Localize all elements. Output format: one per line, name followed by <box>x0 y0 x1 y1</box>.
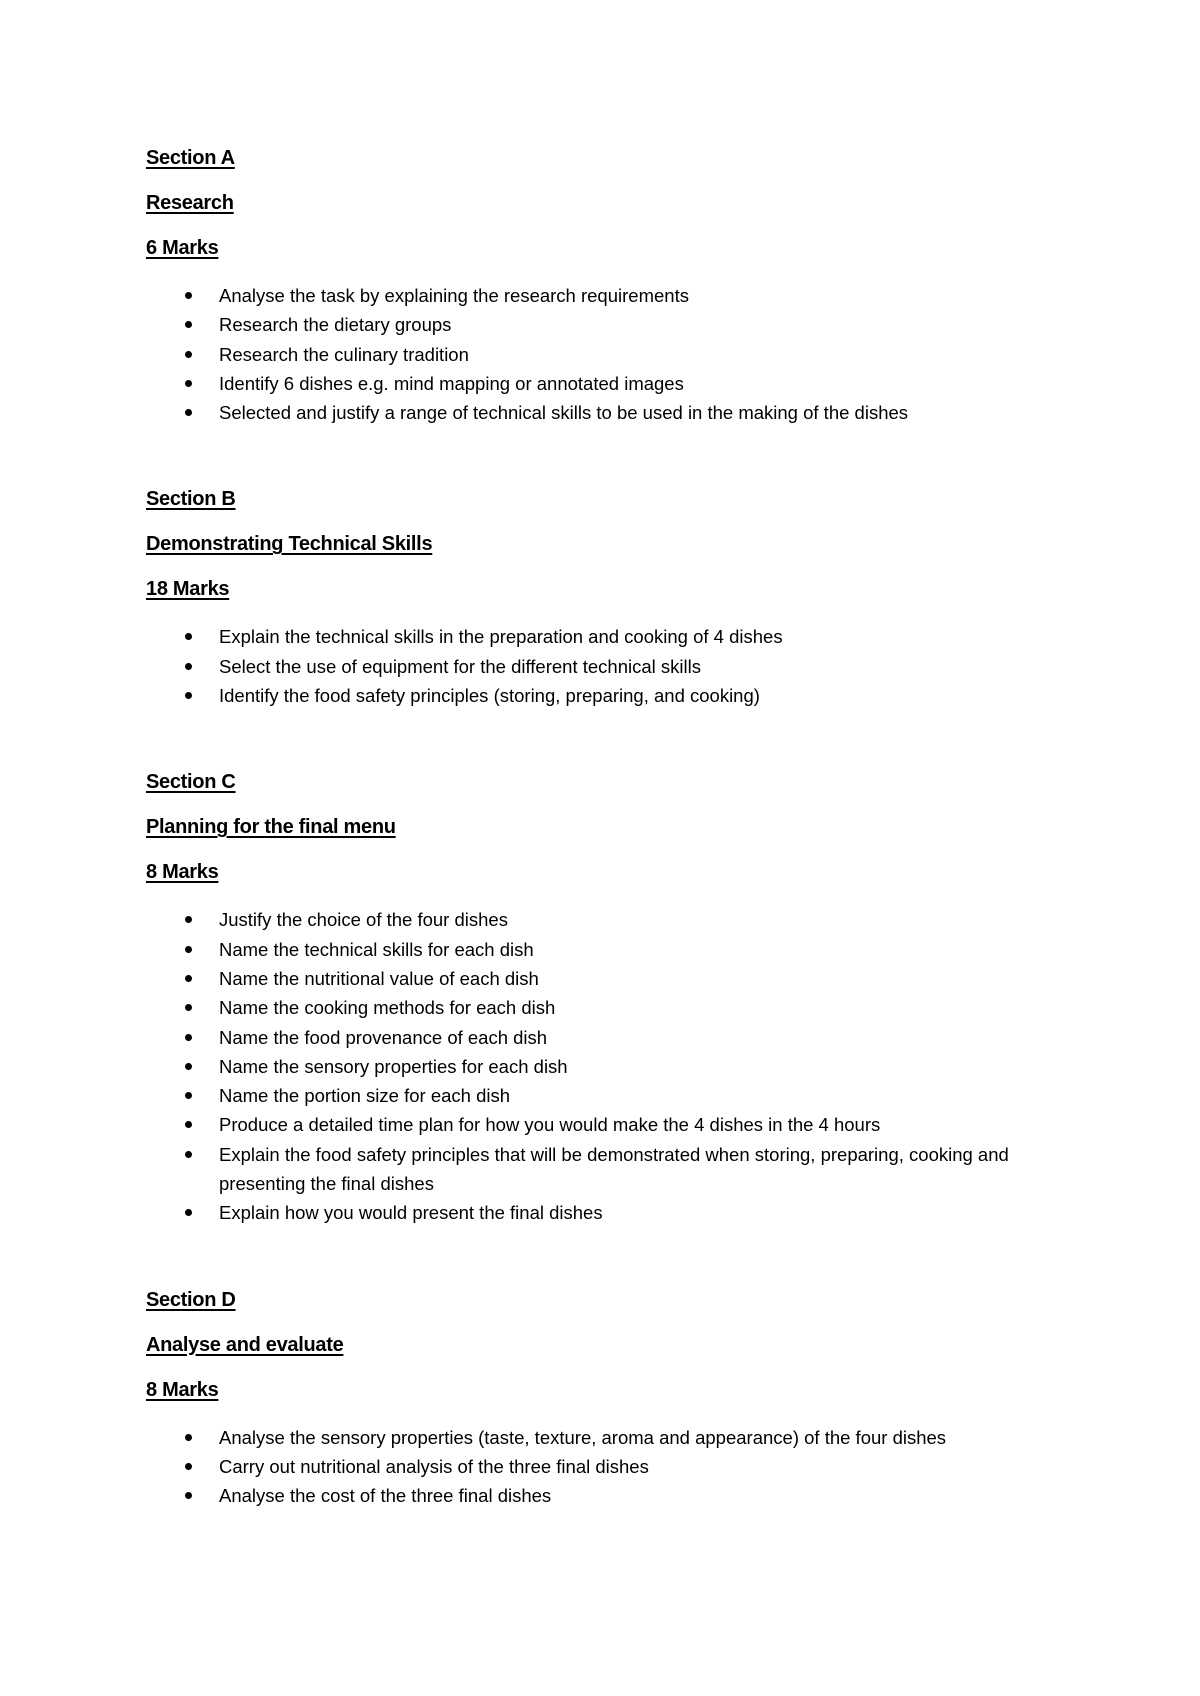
list-item <box>146 681 1039 710</box>
list-item-text: Explain the technical skills in the preparation and cooking of 4 dishes <box>219 626 783 648</box>
list-item-text: Explain the food safety principles that will be demonstrated when storing, preparing, cooking and presenting the final dishes <box>219 1143 1009 1195</box>
list-item-text: Analyse the task by explaining the research requirements <box>219 285 689 306</box>
bullet-icon <box>185 1034 192 1041</box>
section-title: Section A <box>146 147 235 169</box>
list-item <box>146 1023 1039 1052</box>
section-subtitle: Research <box>146 192 234 214</box>
list-item <box>146 622 1039 651</box>
list-item-text: Name the technical skills for each dish <box>219 938 534 960</box>
section-title: Section B <box>146 488 236 511</box>
list-item-text: Select the use of equipment for the different technical skills <box>219 655 701 677</box>
list-item <box>146 340 1039 369</box>
list-item-text: Research the dietary groups <box>219 314 452 336</box>
bullet-icon <box>185 633 192 640</box>
bullet-icon <box>185 916 192 923</box>
bullet-icon <box>185 663 192 670</box>
section-marks: 8 Marks <box>146 1378 219 1401</box>
section-a <box>146 146 1200 427</box>
list-item-text: Analyse the sensory properties (taste, texture, aroma and appearance) of the four dishes <box>219 1426 947 1448</box>
list-item-text: Produce a detailed time plan for how you would make the 4 dishes in the 4 hours <box>219 1114 881 1136</box>
list-item <box>146 1452 1039 1481</box>
section-title: Section C <box>146 771 236 794</box>
section-marks: 6 Marks <box>146 237 219 259</box>
section-c <box>146 770 1200 1227</box>
section-subtitle: Analyse and evaluate <box>146 1333 344 1356</box>
bullet-icon <box>185 1209 192 1216</box>
list-item <box>146 964 1039 993</box>
bullet-icon <box>185 1004 192 1011</box>
bullet-icon <box>185 1463 192 1470</box>
bullet-list <box>146 281 1200 427</box>
list-item <box>146 935 1039 964</box>
list-item <box>146 1052 1039 1081</box>
bullet-icon <box>185 1092 192 1099</box>
list-item-text: Name the sensory properties for each dish <box>219 1055 568 1077</box>
list-item <box>146 369 1039 398</box>
list-item-text: Identify the food safety principles (storing, preparing, and cooking) <box>219 685 760 707</box>
section-marks: 18 Marks <box>146 578 230 601</box>
list-item-text: Name the cooking methods for each dish <box>219 997 556 1019</box>
section-marks: 8 Marks <box>146 861 219 884</box>
list-item-text: Name the nutritional value of each dish <box>219 967 539 989</box>
bullet-icon <box>185 292 192 299</box>
bullet-icon <box>185 946 192 953</box>
section-subtitle: Planning for the final menu <box>146 816 396 839</box>
list-item <box>146 1198 1039 1227</box>
bullet-icon <box>185 1151 192 1158</box>
section-title: Section D <box>146 1288 236 1311</box>
bullet-icon <box>185 1063 192 1070</box>
list-item-text: Selected and justify a range of technical skills to be used in the making of the dishes <box>219 402 909 424</box>
bullet-icon <box>185 1121 192 1128</box>
list-item-text: Identify 6 dishes e.g. mind mapping or annotated images <box>219 372 684 394</box>
section-b <box>146 487 1200 710</box>
list-item <box>146 993 1039 1022</box>
list-item <box>146 1481 1039 1510</box>
list-item <box>146 1140 1039 1199</box>
list-item <box>146 398 1039 427</box>
bullet-icon <box>185 692 192 699</box>
list-item <box>146 652 1039 681</box>
bullet-icon <box>185 1492 192 1499</box>
list-item-text: Explain how you would present the final dishes <box>219 1202 603 1224</box>
bullet-list <box>146 905 1200 1227</box>
bullet-icon <box>185 351 192 358</box>
list-item <box>146 1110 1039 1139</box>
bullet-icon <box>185 321 192 328</box>
bullet-icon <box>185 380 192 387</box>
list-item-text: Carry out nutritional analysis of the three final dishes <box>219 1455 649 1477</box>
list-item <box>146 281 1039 310</box>
list-item <box>146 1081 1039 1110</box>
list-item-text: Research the culinary tradition <box>219 343 469 365</box>
bullet-icon <box>185 975 192 982</box>
list-item-text: Name the portion size for each dish <box>219 1085 511 1107</box>
section-subtitle: Demonstrating Technical Skills <box>146 533 433 556</box>
list-item <box>146 905 1039 934</box>
list-item <box>146 1423 1039 1452</box>
section-d <box>146 1288 1200 1511</box>
bullet-list <box>146 1423 1200 1511</box>
bullet-icon <box>185 409 192 416</box>
list-item <box>146 310 1039 339</box>
bullet-list <box>146 622 1200 710</box>
list-item-text: Name the food provenance of each dish <box>219 1026 548 1048</box>
list-item-text: Analyse the cost of the three final dishes <box>219 1485 552 1507</box>
bullet-icon <box>185 1434 192 1441</box>
list-item-text: Justify the choice of the four dishes <box>219 909 508 931</box>
